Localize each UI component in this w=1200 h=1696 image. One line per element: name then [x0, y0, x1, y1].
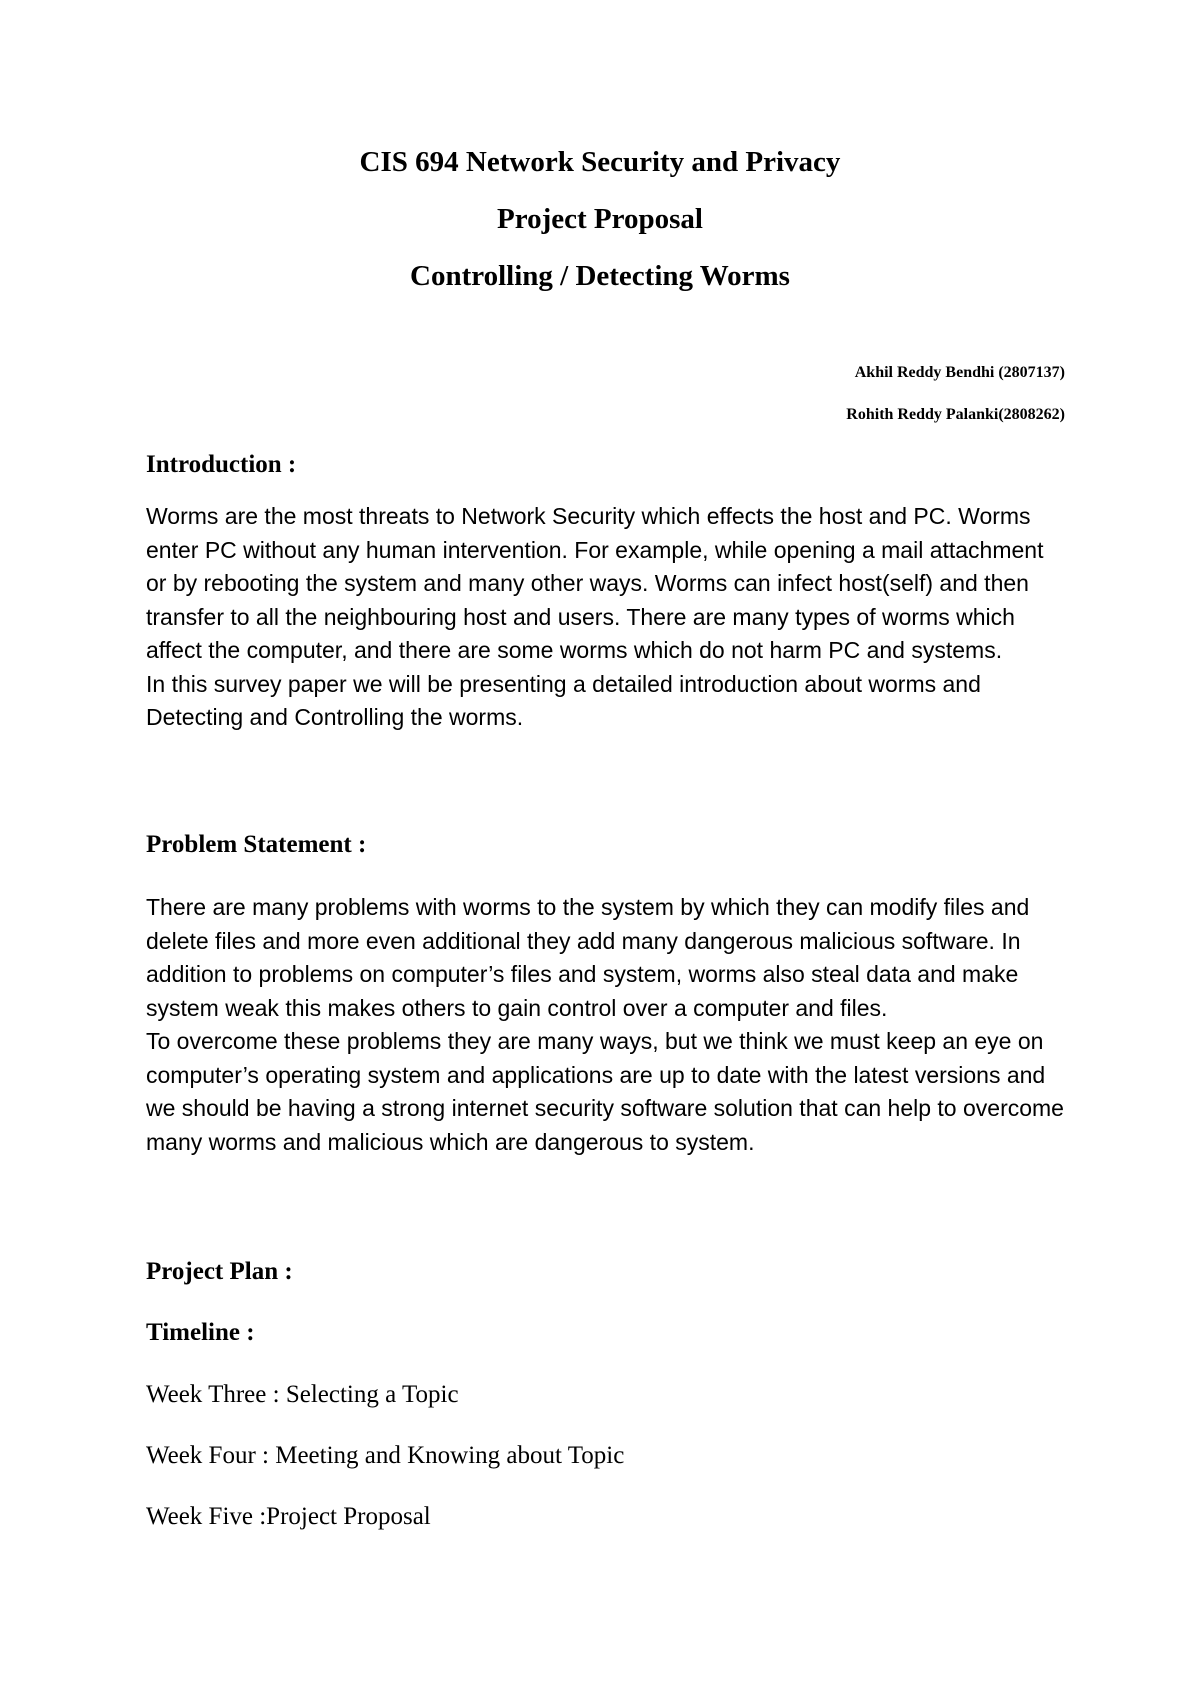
timeline-heading: Timeline : [146, 1319, 255, 1346]
course-title: CIS 694 Network Security and Privacy [359, 146, 841, 178]
problem-statement-paragraph-2: To overcome these problems they are many ways, but we think we must keep an eye on computer’s operating system and applications are up to date with the latest versions and we should be having a strong internet security software solution that can help to overcome many worms and malicious which are dangerous to system. [146, 1028, 1064, 1155]
introduction-paragraph-1: Worms are the most threats to Network Security which effects the host and PC. Worms enter PC without any human intervention. For example, while opening a mail attachment or by rebooting the system and many other ways. Worms can infect host(self) and then transfer to all the neighbouring host and users. There are many types of worms which affect the computer, and there are some worms which do not harm PC and systems. [146, 503, 1044, 663]
introduction-paragraph-2: In this survey paper we will be presenting a detailed introduction about worms and Detecting and Controlling the worms. [146, 670, 981, 730]
problem-statement-heading: Problem Statement : [146, 831, 367, 858]
document-type-title: Project Proposal [497, 203, 703, 235]
problem-statement-paragraph-1: There are many problems with worms to the system by which they can modify files and delete files and more even additional they add many dangerous malicious software. In addition to problems on computer’s files and system, worms also steal data and make system weak this makes others to gain control over a computer and files. [146, 894, 1030, 1021]
document-title-block [0, 145, 1200, 316]
timeline-item-week-three: Week Three : Selecting a Topic [146, 1381, 459, 1408]
introduction-body [146, 500, 1065, 735]
project-plan-heading: Project Plan : [146, 1258, 293, 1285]
author-2: Rohith Reddy Palanki(2808262) [846, 406, 1065, 423]
problem-statement-body [146, 891, 1065, 1159]
author-list [846, 363, 1065, 447]
author-1: Akhil Reddy Bendhi (2807137) [854, 364, 1065, 381]
project-topic-title: Controlling / Detecting Worms [410, 260, 790, 292]
timeline-item-week-four: Week Four : Meeting and Knowing about Topic [146, 1442, 625, 1469]
introduction-heading: Introduction : [146, 451, 297, 478]
timeline-item-week-five: Week Five :Project Proposal [146, 1503, 431, 1530]
